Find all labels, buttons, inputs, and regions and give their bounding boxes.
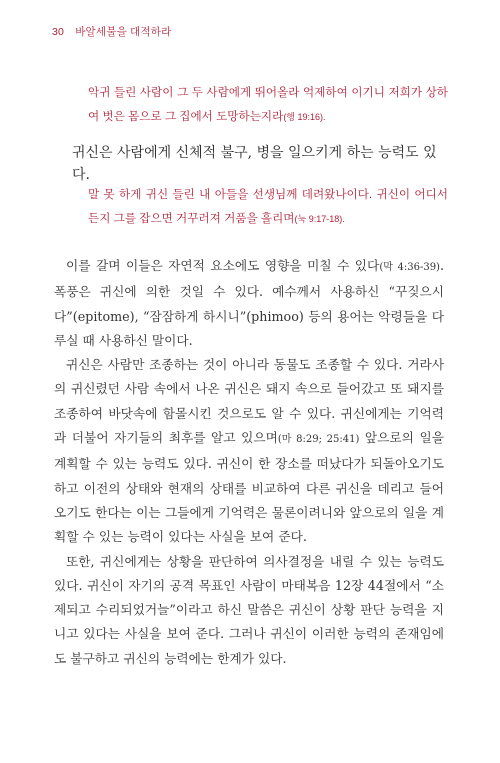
- lead-statement: 귀신은 사람에게 신체적 불구, 병을 일으키게 하는 능력도 있다.: [72, 145, 437, 183]
- scripture-quote: [88, 183, 448, 231]
- paragraph-text: 이를 갈며 이들은 자연적 요소에도 영향을 미칠 수 있다: [66, 258, 380, 273]
- paragraph-text: . 폭풍은 귀신에 의한 것일 수 있다. 예수께서 사용하신 “꾸짖으시다”(epitome), “잠잠하게 하시니”(phimoo) 등의 용어는 악령들을 다루실 때 사용하신 말이다.: [54, 258, 445, 348]
- paragraph-text: 앞으로의 일을 계획할 수 있는 능력도 있다. 귀신이 한 장소를 떠났다가 되돌아오기도 하고 이전의 상태와 현재의 상태를 비교하여 다른 귀신을 데리고 들어오기도 한다는 이는 그들에게 기억력은 물론이려니와 앞으로의 일을 계획할 수 있는 능력이 있다는 사실을 보여 준다.: [54, 430, 444, 545]
- paragraph-text: 또한, 귀신에게는 상황을 판단하여 의사결정을 내릴 수 있는 능력도 있다. 귀신이 자기의 공격 목표인 사람이 마태복음 12장 44절에서 “소제되고 수리되었거늘”이라고 하신 말씀은 귀신이 상황 판단 능력을 지니고 있다는 사실을 보여 준다. 그러나 귀신이 이러한 능력의 존재임에도 불구하고 귀신의 능력에는 한계가 있다.: [54, 553, 444, 666]
- scripture-reference: (막 4:36-39): [379, 262, 440, 273]
- scripture-quote: [88, 81, 448, 129]
- body-paragraph: [54, 550, 444, 671]
- body-paragraph: [54, 353, 444, 549]
- book-title: 바알세불을 대적하라: [75, 26, 172, 38]
- running-header: [52, 24, 171, 39]
- body-paragraph: [54, 254, 444, 353]
- page-number: 30: [52, 26, 65, 38]
- quote-text: 악귀 들린 사람이 그 두 사람에게 뛰어올라 억제하여 이기니 저희가 상하여 벗은 몸으로 그 집에서 도망하는지라: [88, 86, 448, 123]
- body-text: [54, 254, 444, 671]
- quote-reference: (행 19:16).: [283, 112, 326, 122]
- scripture-reference: (마 8:29; 25:41): [277, 434, 360, 446]
- paragraph-text: 귀신은 사람만 조종하는 것이 아니라 동물도 조종할 수 있다. 거라사의 귀신렸던 사람 속에서 나온 귀신은 돼지 속으로 들어갔고 또 돼지를 조종하여 바닷속에 함몰시킨 것으로도 알 수 있다. 귀신에게는 기억력과 더불어 자기들의 최후를 알고 있으며: [54, 357, 444, 446]
- quote-text: 말 못 하게 귀신 들린 내 아들을 선생님께 데려왔나이다. 귀신이 어디서든지 그를 잡으면 거꾸러져 거품을 흘리며: [88, 188, 448, 225]
- quote-reference: (눅 9:17-18).: [294, 214, 345, 224]
